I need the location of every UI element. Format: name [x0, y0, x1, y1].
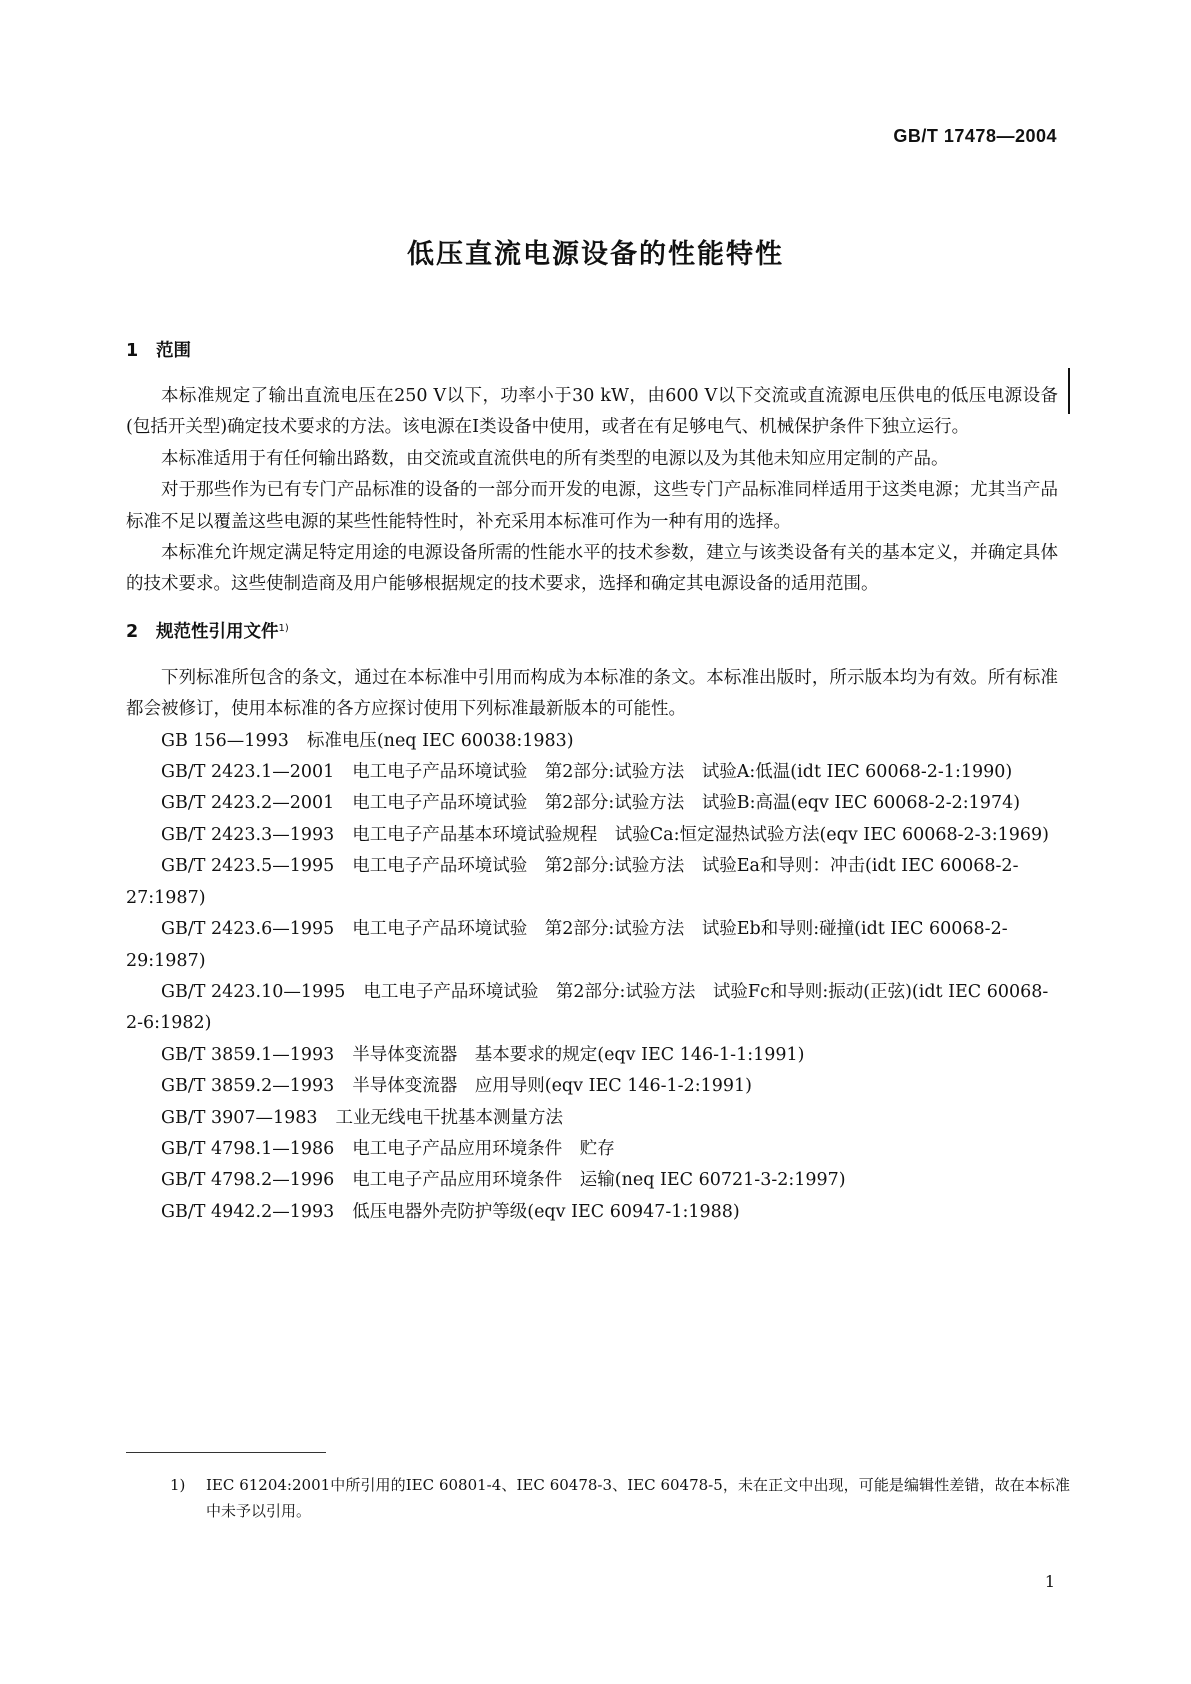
reference-title: 电工电子产品环境试验 第2部分:试验方法 试验B:高温(eqv IEC 60068-2-2:1974)	[352, 793, 1021, 814]
main-content	[126, 336, 1058, 1228]
reference-code: GB/T 3859.2—1993	[161, 1076, 335, 1097]
document-title: 低压直流电源设备的性能特性	[407, 239, 784, 270]
reference-title: 电工电子产品环境试验 第2部分:试验方法 试验A:低温(idt IEC 60068-2-1:1990)	[352, 762, 1013, 783]
section-2-heading	[126, 617, 1058, 648]
reference-item	[126, 1040, 1058, 1071]
section-2-number: 2	[126, 621, 139, 642]
scope-paragraph-2: 本标准适用于有任何输出路数，由交流或直流供电的所有类型的电源以及为其他未知应用定制的产品。	[161, 448, 949, 469]
reference-item	[126, 726, 1058, 757]
reference-title: 半导体变流器 应用导则(eqv IEC 146-1-2:1991)	[352, 1076, 752, 1097]
reference-code: GB/T 2423.3—1993	[161, 824, 335, 845]
reference-code: GB/T 2423.2—2001	[161, 793, 335, 814]
footnote	[170, 1472, 1070, 1524]
reference-title: 电工电子产品应用环境条件 运输(neq IEC 60721-3-2:1997)	[352, 1170, 846, 1191]
reference-title: 半导体变流器 基本要求的规定(eqv IEC 146-1-1:1991)	[352, 1044, 805, 1065]
footnote-divider	[126, 1452, 326, 1453]
reference-code: GB/T 3859.1—1993	[161, 1044, 335, 1065]
reference-item	[126, 1071, 1058, 1102]
reference-item	[126, 914, 1058, 977]
reference-code: GB/T 2423.5—1995	[161, 856, 335, 877]
reference-code: GB/T 4798.2—1996	[161, 1170, 335, 1191]
footnote-reference[interactable]: 1)	[278, 622, 289, 634]
change-bar	[1068, 368, 1070, 414]
reference-title: 电工电子产品环境试验 第2部分:试验方法 试验Fc和导则:振动(正弦)(idt IEC 60068-2-6:1982)	[126, 981, 1049, 1034]
footnote-marker: 1)	[170, 1476, 186, 1494]
reference-title: 低压电器外壳防护等级(eqv IEC 60947-1:1988)	[352, 1201, 740, 1222]
reference-item	[126, 1165, 1058, 1196]
reference-title: 标准电压(neq IEC 60038:1983)	[306, 730, 574, 751]
reference-code: GB 156—1993	[161, 730, 289, 751]
reference-item	[126, 820, 1058, 851]
section-1-number: 1	[126, 341, 139, 361]
section-2-title: 规范性引用文件	[156, 621, 279, 642]
reference-item	[126, 1197, 1058, 1228]
page-number: 1	[1044, 1572, 1055, 1591]
reference-code: GB/T 4798.1—1986	[161, 1138, 335, 1159]
scope-paragraph-3: 对于那些作为已有专门产品标准的设备的一部分而开发的电源，这些专门产品标准同样适用于这类电源；尤其当产品标准不足以覆盖这些电源的某些性能特性时，补充采用本标准可作为一种有用的选择。	[126, 480, 1058, 532]
section-1-title: 范围	[156, 341, 191, 361]
reference-item	[126, 1103, 1058, 1134]
reference-item	[126, 1134, 1058, 1165]
footnote-text: IEC 61204:2001中所引用的IEC 60801-4、IEC 60478-3、IEC 60478-5，未在正文中出现，可能是编辑性差错，故在本标准中未予以引用。	[206, 1476, 1070, 1520]
reference-code: GB/T 2423.6—1995	[161, 919, 335, 940]
reference-item	[126, 851, 1058, 914]
reference-title: 电工电子产品应用环境条件 贮存	[352, 1138, 615, 1159]
reference-item	[126, 757, 1058, 788]
scope-paragraph-4: 本标准允许规定满足特定用途的电源设备所需的性能水平的技术参数，建立与该类设备有关的基本定义，并确定具体的技术要求。这些使制造商及用户能够根据规定的技术要求，选择和确定其电源设备的适用范围。	[126, 543, 1058, 595]
scope-paragraph-1: 本标准规定了输出直流电压在250 V以下，功率小于30 kW，由600 V以下交流或直流源电压供电的低压电源设备(包括开关型)确定技术要求的方法。该电源在Ⅰ类设备中使用，或者在有足够电气、机械保护条件下独立运行。	[126, 386, 1058, 438]
reference-title: 电工电子产品环境试验 第2部分:试验方法 试验Eb和导则:碰撞(idt IEC 60068-2-29:1987)	[126, 919, 1008, 971]
reference-code: GB/T 2423.1—2001	[161, 762, 335, 783]
reference-item	[126, 788, 1058, 819]
reference-code: GB/T 4942.2—1993	[161, 1201, 335, 1222]
section-1-heading	[126, 336, 1058, 367]
reference-item	[126, 977, 1058, 1040]
reference-title: 电工电子产品环境试验 第2部分:试验方法 试验Ea和导则：冲击(idt IEC 60068-2-27:1987)	[126, 856, 1019, 908]
reference-code: GB/T 2423.10—1995	[161, 981, 346, 1002]
reference-title: 工业无线电干扰基本测量方法	[335, 1107, 564, 1128]
reference-title: 电工电子产品基本环境试验规程 试验Ca:恒定湿热试验方法(eqv IEC 60068-2-3:1969)	[352, 824, 1049, 845]
references-intro: 下列标准所包含的条文，通过在本标准中引用而构成为本标准的条文。本标准出版时，所示版本均为有效。所有标准都会被修订，使用本标准的各方应探讨使用下列标准最新版本的可能性。	[126, 667, 1058, 720]
standard-code: GB/T 17478—2004	[893, 126, 1057, 146]
reference-code: GB/T 3907—1983	[161, 1107, 318, 1128]
